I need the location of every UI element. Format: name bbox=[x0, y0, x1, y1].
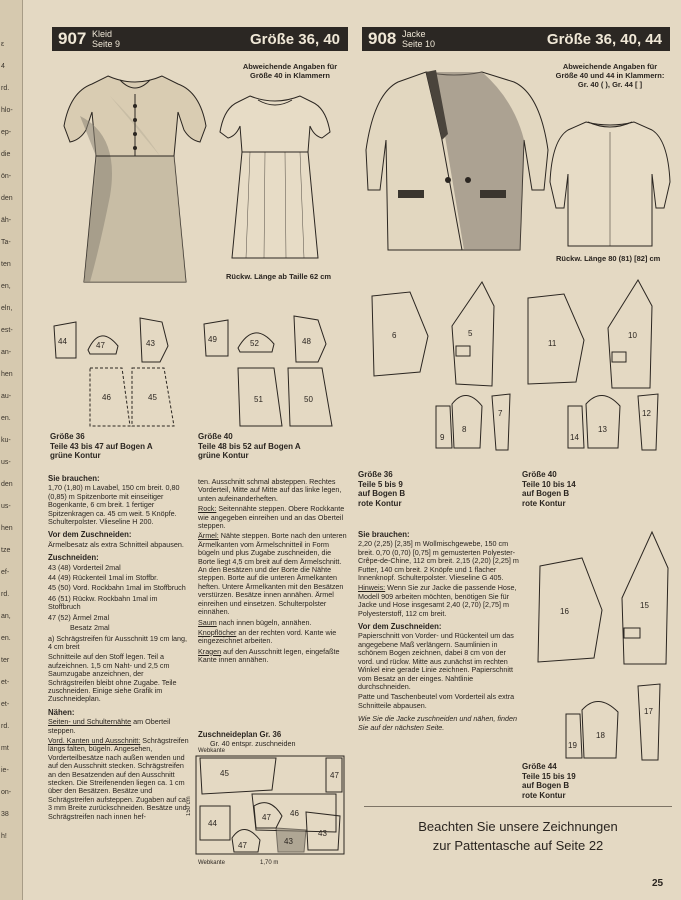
piece-12: 12 bbox=[642, 409, 651, 418]
strip-fragment: ε bbox=[1, 41, 5, 48]
strip-fragment: rd. bbox=[1, 723, 10, 730]
strip-fragment: hen bbox=[1, 525, 13, 532]
strip-fragment: en, bbox=[1, 283, 11, 290]
piece-15: 15 bbox=[640, 601, 649, 610]
strip-fragment: tze bbox=[1, 547, 11, 554]
model-number: 908 bbox=[368, 29, 397, 48]
instructions-907-col1: Sie brauchen: 1,70 (1,80) m Lavabel, 150 cm breit. 0,80 (0,85) m Spitzenborte mit einseitiger Bogenkante, 6 cm breit. 1 fertiger Spitzenkragen ca. 45 cm weit. 5 Knöpfe. Schulterpolster. Vlieseline H 200. Vor dem Zuschneiden: Ärmelbesatz als extra Schnitteil abpausen. Zuschneiden: 43 (48) Vorderteil 2mal 44 (49) Rückenteil 1mal im Stoffbr. 45 (50) Vord. Rockbahn 1mal im Stoffbruch 46 (51) Rückw. Rockbahn 1mal im Stoffbruch 47 (52) Ärmel 2mal Besatz 2mal a) Schrägstreifen für Ausschnitt 19 cm lang, 4 cm breit Schnitteile auf den Stoff legen. Teil a aufzeichnen. 1,5 cm Naht- und 2,5 cm Saumzugabe anzeichnen, der Schrägstreifen bleibt ohne Zugabe. Teile zuschneiden. Einige siehe Grafik im Zuschneideplan. Nähen: Seiten- und Schulternähte am Oberteil steppen. Vord. Kanten und Ausschnitt: Schrägstreifen längs falten, bügeln. Angesehen, Vorderteilbesätze nach außen wenden und auf den Ausschnitt stecken. Schrägstreifen an den Besatzenden auf den Ausschnitt stecken. Die Streifenenden liegen ca. 1 cm über den Besätzen. Besätze und Schrägstreifen aufsteppen. Zugaben auf ca. 3 mm Breite zurückschneiden. Besätze und Schrägstreifen nach innen hef- bbox=[48, 474, 189, 821]
plan-piece-43b: 43 bbox=[318, 829, 327, 838]
strip-fragment: hen bbox=[1, 371, 13, 378]
strip-fragment: an- bbox=[1, 349, 12, 356]
strip-fragment: an, bbox=[1, 613, 11, 620]
plan-piece-45: 45 bbox=[220, 769, 229, 778]
back-length-907: Rückw. Länge ab Taille 62 cm bbox=[226, 272, 332, 281]
piece-48: 48 bbox=[302, 337, 311, 346]
piece-44: 44 bbox=[58, 337, 67, 346]
instructions-907-col2: ten. Ausschnitt schmal absteppen. Rechtes Vorderteil, Mitte auf Mitte auf das linke legen, unten aufeinanderheften. Rock: Seitennähte steppen. Obere Rockkante wie angegeben einreihen und an das Oberteil steppen. Ärmel: Nähte steppen. Borte nach den unteren Ärmelkanten vom Ärmelschnitteil in Form bügeln und plus Zugabe zuschneiden, die Borte liegt 4,5 cm breit auf dem Ärmelschnitt. An den Besätzen und der Borte die Nähte steppen. Borte auf die unteren Ärmelkanten heften. Untere Ärmelkanten mit den Besätzen verstürzen. Besätze innen annähen. Ärmel einreihen und einsetzen. Schulterpolster einnähen. Saum nach innen bügeln, annähen. Knopflöcher an der rechten vord. Kante wie eingezeichnet arbeiten. Kragen auf den Ausschnitt legen, eingefaßte Kante innen annähen. bbox=[198, 477, 347, 665]
strip-fragment: ön- bbox=[1, 173, 12, 180]
piece-7: 7 bbox=[498, 409, 503, 418]
strip-fragment: us- bbox=[1, 503, 11, 510]
pattern-pieces-908-size36 bbox=[364, 276, 524, 452]
piece-8: 8 bbox=[462, 425, 467, 434]
model-number: 907 bbox=[58, 29, 87, 48]
piece-5: 5 bbox=[468, 329, 473, 338]
plan-piece-47b: 47 bbox=[238, 841, 247, 850]
caption-908-size44: Größe 44 Teile 15 bis 19 auf Bogen B rote Kontur bbox=[522, 762, 576, 800]
selvedge-label-top: Webkante bbox=[198, 748, 225, 754]
adjacent-page-strip bbox=[0, 0, 23, 900]
plan-piece-47c: 47 bbox=[262, 813, 271, 822]
strip-fragment: ten bbox=[1, 261, 11, 268]
strip-fragment: en. bbox=[1, 415, 11, 422]
piece-49: 49 bbox=[208, 335, 217, 344]
jacket-908-back-illustration bbox=[548, 112, 673, 252]
strip-fragment: äh- bbox=[1, 217, 12, 224]
back-length-908: Rückw. Länge 80 (81) [82] cm bbox=[556, 254, 661, 263]
page-number: 25 bbox=[652, 878, 664, 889]
model-size: Größe 36, 40, 44 bbox=[546, 30, 662, 48]
cutting-plan-title: Zuschneideplan Gr. 36 Gr. 40 entspr. zuschneiden bbox=[198, 730, 296, 749]
piece-51: 51 bbox=[254, 395, 263, 404]
strip-fragment: en. bbox=[1, 635, 11, 642]
model-907-header bbox=[52, 27, 348, 51]
strip-fragment: on- bbox=[1, 789, 12, 796]
caption-908-size40: Größe 40 Teile 10 bis 14 auf Bogen B rote Kontur bbox=[522, 470, 576, 508]
jacket-908-front-illustration bbox=[364, 60, 554, 260]
drawings-reference-note: Beachten Sie unsere Zeichnungen zur Pattentasche auf Seite 22 bbox=[364, 806, 672, 865]
piece-11: 11 bbox=[548, 339, 557, 348]
piece-10: 10 bbox=[628, 331, 637, 340]
piece-50: 50 bbox=[304, 395, 313, 404]
strip-fragment: 4 bbox=[1, 63, 5, 70]
strip-fragment: ku- bbox=[1, 437, 11, 444]
piece-18: 18 bbox=[596, 731, 605, 740]
piece-13: 13 bbox=[598, 425, 607, 434]
dress-907-back-illustration bbox=[210, 86, 340, 266]
piece-52: 52 bbox=[250, 339, 259, 348]
model-name: Jacke Seite 10 bbox=[402, 29, 436, 49]
strip-fragment: hlo- bbox=[1, 107, 13, 114]
strip-fragment: die bbox=[1, 151, 11, 158]
strip-fragment: Ta- bbox=[1, 239, 11, 246]
piece-19: 19 bbox=[568, 741, 577, 750]
strip-fragment: et- bbox=[1, 701, 10, 708]
caption-908-size36: Größe 36 Teile 5 bis 9 auf Bogen B rote Kontur bbox=[358, 470, 406, 508]
plan-piece-43a: 43 bbox=[284, 837, 293, 846]
strip-fragment: ie- bbox=[1, 767, 9, 774]
piece-46: 46 bbox=[102, 393, 111, 402]
piece-47: 47 bbox=[96, 341, 105, 350]
piece-14: 14 bbox=[570, 433, 579, 442]
pattern-pieces-907-size36 bbox=[50, 310, 180, 432]
piece-16: 16 bbox=[560, 607, 569, 616]
strip-fragment: den bbox=[1, 195, 13, 202]
piece-45: 45 bbox=[148, 393, 157, 402]
piece-17: 17 bbox=[644, 707, 653, 716]
size-note-908: Abweichende Angaben für Größe 40 und 44 in Klammern: Gr. 40 ( ), Gr. 44 [ ] bbox=[555, 62, 665, 89]
piece-6: 6 bbox=[392, 331, 397, 340]
strip-fragment: rd. bbox=[1, 85, 10, 92]
strip-fragment: ef- bbox=[1, 569, 10, 576]
strip-fragment: h! bbox=[1, 833, 7, 840]
width-150-label: 150 cm bbox=[186, 796, 192, 816]
piece-9: 9 bbox=[440, 433, 445, 442]
cutting-plan-diagram bbox=[186, 744, 348, 866]
plan-piece-44: 44 bbox=[208, 819, 217, 828]
dress-907-front-illustration bbox=[50, 56, 220, 290]
length-170-label: 1,70 m bbox=[260, 860, 279, 866]
piece-43: 43 bbox=[146, 339, 155, 348]
strip-fragment: est- bbox=[1, 327, 13, 334]
strip-fragment: 38 bbox=[1, 811, 9, 818]
model-name: Kleid Seite 9 bbox=[92, 29, 121, 49]
strip-fragment: et- bbox=[1, 679, 10, 686]
pattern-pieces-907-size40 bbox=[198, 310, 348, 432]
caption-907-size36: Größe 36 Teile 43 bis 47 auf Bogen A grüne Kontur bbox=[50, 432, 153, 460]
caption-907-size40: Größe 40 Teile 48 bis 52 auf Bogen A grüne Kontur bbox=[198, 432, 301, 460]
model-908-header bbox=[362, 27, 670, 51]
pattern-pieces-908-size40 bbox=[520, 276, 672, 452]
strip-fragment: den bbox=[1, 481, 13, 488]
strip-fragment: us- bbox=[1, 459, 11, 466]
strip-fragment: eln, bbox=[1, 305, 13, 312]
model-size: Größe 36, 40 bbox=[249, 30, 340, 48]
strip-fragment: ter bbox=[1, 657, 10, 664]
strip-fragment: mt bbox=[1, 745, 9, 752]
plan-piece-46: 46 bbox=[290, 809, 299, 818]
plan-piece-47a: 47 bbox=[330, 771, 339, 780]
strip-fragment: rd. bbox=[1, 591, 10, 598]
size-note-907: Abweichende Angaben für Größe 40 in Klammern bbox=[242, 62, 338, 80]
instructions-908: Sie brauchen: 2,20 (2,25) [2,35] m Wollmischgewebe, 150 cm breit. 0,70 (0,70) [0,75] m gemusterten Polyester-Crêpe-de-Chine, 112 cm breit. 2,15 (2,20) [2,25] m Futter, 140 cm breit. 2 Knöpfe und 1 flacher Innenknopf. Schulterpolster. Vlieseline G 405. Hinweis: Wenn Sie zur Jacke die passende Hose, Modell 909 arbeiten möchten, benötigen Sie für Jacke und Hose insgesamt 2,40 (2,70) [2,75] m Polyesterstoff, 112 cm breit. Vor dem Zuschneiden: Papierschnitt von Vorder- und Rückenteil um das angegebene Maß verlängern. Saumlinien in schönem Bogen zeichnen, dabei 8 cm von der vord. und rückw. Mitte aus zunächst im rechten Winkel eine gerade Linie zeichnen. Papierschnitt vom Besatz an der einges. Nahtlinie durchschneiden. Patte und Taschenbeutel vom Vorderteil als extra Schnitteile abpausen. Wie Sie die Jacke zuschneiden und nähen, finden Sie auf der nächsten Seite. bbox=[358, 530, 519, 732]
strip-fragment: au- bbox=[1, 393, 12, 400]
pattern-pieces-908-size44 bbox=[522, 518, 672, 764]
selvedge-label-bottom: Webkante bbox=[198, 860, 225, 866]
strip-fragment: ep- bbox=[1, 129, 12, 136]
